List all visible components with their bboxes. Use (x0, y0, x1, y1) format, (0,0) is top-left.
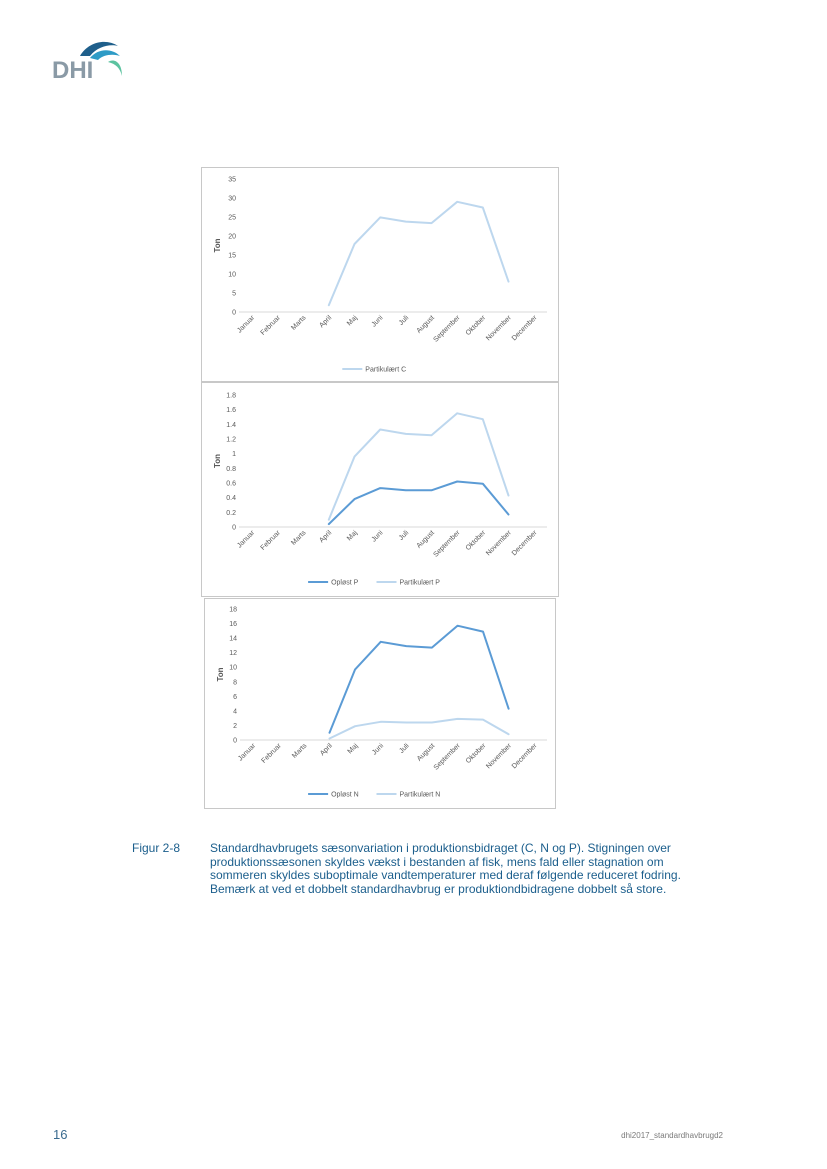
x-tick-label: Juni (371, 742, 386, 757)
chart-phosphorus (201, 382, 559, 597)
y-tick-label: 12 (229, 650, 237, 658)
y-tick-label: 0 (233, 737, 237, 745)
x-tick-label: Juli (397, 314, 411, 327)
x-tick-label: Juni (370, 314, 385, 329)
x-tick-label: Oktober (464, 314, 488, 338)
chart-nitrogen-svg (205, 599, 557, 810)
x-tick-label: Oktober (464, 742, 488, 766)
caption-text: Standardhavbrugets sæsonvariation i produktionsbidraget (C, N og P). Stigningen over produktionssæsonen skyldes vækst i bestanden af fisk, mens fald eller stagnation om sommeren skyldes suboptimale vandtemperaturer med deraf følgende reduceret fodring. Bemærk at ved et dobbelt standardhavbrug er produktiondbidragene dobbelt så store. (210, 841, 681, 896)
x-tick-label: December (510, 314, 539, 343)
x-tick-label: September (432, 742, 462, 772)
y-tick-label: 15 (228, 252, 236, 260)
y-tick-label: 0.4 (226, 495, 236, 503)
legend-label: Partikulært C (365, 366, 407, 374)
series-line (329, 413, 509, 519)
chart-particulate-c-svg (202, 168, 560, 383)
y-tick-label: 4 (233, 708, 237, 716)
x-tick-label: Juli (398, 742, 411, 755)
x-tick-label: Maj (345, 529, 359, 543)
series-line (330, 719, 509, 739)
x-tick-label: November (485, 742, 514, 771)
legend-label: Opløst N (331, 791, 359, 799)
y-tick-label: 0.8 (226, 465, 236, 473)
x-tick-label: Juli (397, 529, 411, 542)
x-tick-label: December (510, 742, 539, 771)
y-axis-title: Ton (213, 453, 222, 469)
y-tick-label: 0.2 (226, 509, 236, 517)
x-tick-label: September (432, 314, 462, 344)
y-tick-label: 0 (232, 524, 236, 532)
document-id: dhi2017_standardhavbrugd2 (621, 1131, 723, 1140)
logo-text: DHI (52, 57, 94, 82)
x-tick-label: April (318, 529, 334, 545)
y-tick-label: 18 (229, 606, 237, 614)
legend-label: Opløst P (331, 579, 359, 587)
x-tick-label: April (319, 742, 334, 758)
y-tick-label: 1 (232, 451, 236, 459)
x-tick-label: Marts (290, 529, 308, 547)
x-tick-label: August (415, 314, 436, 335)
y-tick-label: 16 (229, 621, 237, 629)
x-tick-label: Februar (259, 314, 282, 337)
dhi-logo (50, 36, 130, 82)
x-tick-label: Marts (290, 314, 308, 332)
x-tick-label: Januar (237, 742, 258, 763)
logo-wave-light (108, 61, 122, 76)
x-tick-label: Februar (259, 529, 282, 552)
y-tick-label: 5 (232, 290, 236, 298)
x-tick-label: Marts (291, 742, 309, 760)
y-tick-label: 2 (233, 722, 237, 730)
y-tick-label: 1.8 (226, 392, 236, 400)
y-tick-label: 10 (228, 271, 236, 279)
y-tick-label: 0 (232, 309, 236, 317)
x-tick-label: August (415, 529, 436, 550)
y-tick-label: 30 (228, 195, 236, 203)
x-tick-label: Oktober (464, 529, 488, 553)
x-tick-label: November (485, 314, 513, 343)
y-tick-label: 20 (228, 233, 236, 241)
x-tick-label: September (432, 529, 462, 559)
x-tick-label: Maj (346, 742, 360, 756)
legend-label: Partikulært P (399, 579, 440, 587)
x-tick-label: Januar (236, 529, 257, 550)
y-tick-label: 0.6 (226, 480, 236, 488)
x-tick-label: Januar (236, 314, 257, 335)
logo-wave-mid (90, 50, 120, 60)
series-line (330, 626, 509, 733)
y-tick-label: 14 (229, 635, 237, 643)
series-line (329, 482, 509, 525)
legend-label: Partikulært N (399, 791, 441, 799)
y-tick-label: 1.2 (226, 436, 236, 444)
x-tick-label: November (485, 529, 513, 558)
chart-particulate-c (201, 167, 559, 382)
x-tick-label: Juni (370, 529, 385, 544)
y-axis-title: Ton (216, 667, 225, 682)
caption-label: Figur 2-8 (132, 841, 181, 855)
x-tick-label: December (510, 529, 539, 558)
chart-nitrogen (204, 598, 556, 809)
x-tick-label: Februar (260, 742, 283, 765)
y-tick-label: 10 (229, 664, 237, 672)
y-axis-title: Ton (213, 238, 222, 253)
series-line (329, 202, 509, 305)
y-tick-label: 35 (228, 176, 236, 184)
y-tick-label: 1.4 (226, 421, 236, 429)
x-tick-label: August (415, 742, 437, 763)
y-tick-label: 8 (233, 679, 237, 687)
x-tick-label: Maj (345, 314, 359, 328)
y-tick-label: 6 (233, 693, 237, 701)
x-tick-label: April (318, 314, 334, 330)
y-tick-label: 25 (228, 214, 236, 222)
chart-phosphorus-svg (202, 383, 560, 598)
y-tick-label: 1.6 (226, 407, 236, 415)
page-number: 16 (53, 1127, 68, 1142)
